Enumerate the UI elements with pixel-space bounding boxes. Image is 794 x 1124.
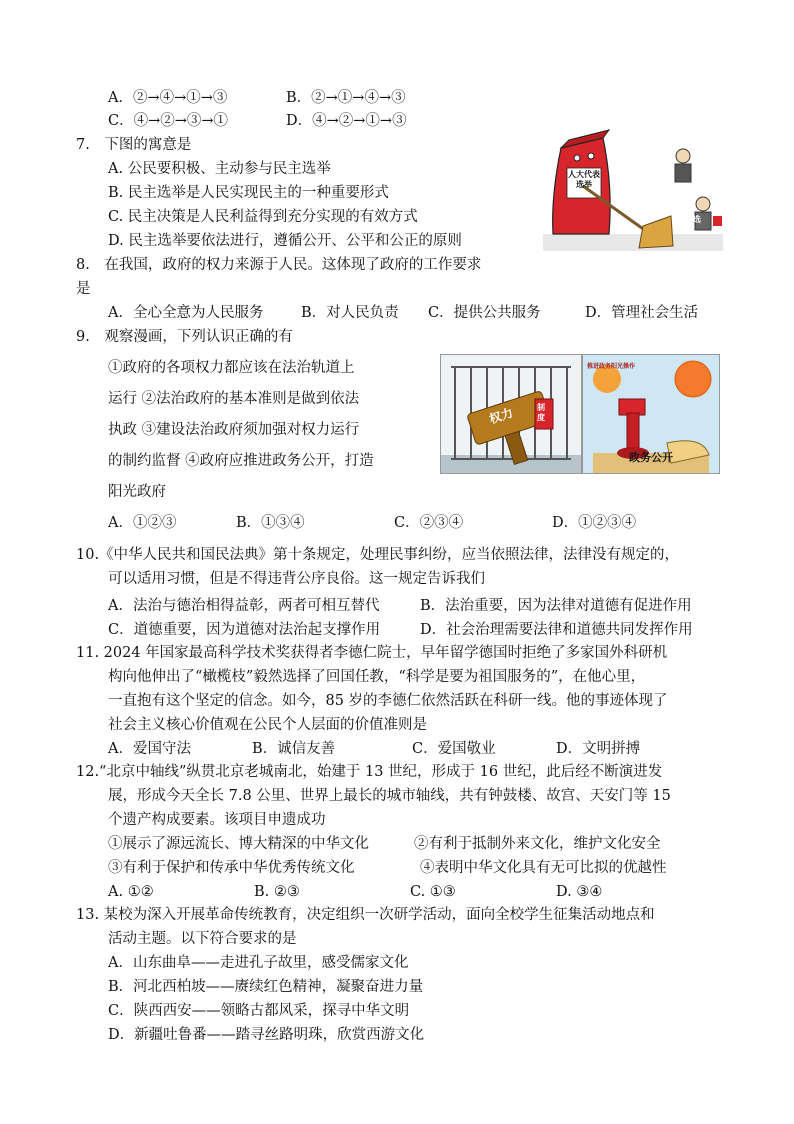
q13-option-d: D．新疆吐鲁番——踏寻丝路明珠，欣赏西游文化 [108,1027,425,1043]
q13-option-b: B．河北西柏坡——赓续红色精神，凝聚奋进力量 [108,979,424,995]
q9-statement-line: 的制约监督 ④政府应推进政务公开，打造 [108,453,374,469]
q13-stem: 13. 某校为深入开展革命传统教育，决定组织一次研学活动，面向全校学生征集活动地点和 [76,907,655,923]
q11-option-d: D．文明拼搏 [556,741,641,757]
q10-stem: 10.《中华人民共和国民法典》第十条规定，处理民事纠纷，应当依照法律，法律没有规定的， [76,547,680,563]
q6-option-d: D．④→②→①→③ [286,113,407,129]
q10-option-a: A．法治与德治相得益彰，两者可相互替代 [108,598,380,614]
q8-option-a: A．全心全意为人民服务 [108,305,264,321]
q11-stem-cont: 构向他伸出了“橄榄枝”毅然选择了回国任教，“科学是要为祖国服务的”，在他心里， [108,669,646,685]
q9-statement-line: ①政府的各项权力都应该在法治轨道上 [108,360,355,376]
q7-cartoon [543,126,723,251]
q11-stem-cont: 一直抱有这个坚定的信念。如今，85 岁的李德仁依然活跃在科研一线。他的事迹体现了 [108,693,668,709]
power-cage-cartoon [440,354,582,474]
q8-stem-cont: 是 [76,281,91,297]
q7-option-a: A. 公民要积极、主动参与民主选举 [108,161,331,177]
q13-option-a: A．山东曲阜——走进孔子故里，感受儒家文化 [108,955,409,971]
q9-stem: 9. 观察漫画，下列认识正确的有 [76,329,293,345]
hammer-label: 权力 [487,405,515,427]
q13-stem-cont: 活动主题。以下符合要求的是 [108,931,297,947]
q6-option-a: A．②→④→①→③ [108,90,228,106]
q7-option-d: D. 民主选举要依法进行，遵循公开、公平和公正的原则 [108,233,462,249]
q12-stem-cont: 个遗产构成要素。该项目申遗成功 [108,812,326,828]
q12-option-b: B. ②③ [254,884,300,900]
open-affairs-cartoon [582,354,720,474]
q12-stem: 12.“北京中轴线”纵贯北京老城南北，始建于 13 世纪，形成于 16 世纪，此后经不断演进发 [76,764,663,780]
q12-statement-2: ②有利于抵制外来文化，维护文化安全 [414,836,661,852]
q10-option-d: D．社会治理需要法律和道德共同发挥作用 [420,622,693,638]
q7-option-b: B. 民主选举是人民实现民主的一种重要形式 [108,185,389,201]
q9-statement-line: 阳光政府 [108,484,166,500]
q11-option-c: C．爱国敬业 [412,741,496,757]
q9-option-d: D．①②③④ [552,515,637,531]
q10-option-c: C．道德重要，因为道德对法治起支撑作用 [108,622,381,638]
q12-statement-1: ①展示了源远流长、博大精深的中华文化 [108,836,369,852]
q7-option-c: C. 民主决策是人民利益得到充分实现的有效方式 [108,209,418,225]
q11-stem-cont: 社会主义核心价值观在公民个人层面的价值准则是 [108,717,427,733]
q12-option-c: C. ①③ [410,884,456,900]
election-badge: 选 [693,215,701,224]
q8-option-d: D．管理社会生活 [585,305,699,321]
q10-stem-cont: 可以适用习惯，但是不得违背公序良俗。这一规定告诉我们 [108,571,485,587]
q8-option-b: B．对人民负责 [301,305,399,321]
q13-option-c: C．陕西西安——领略古都风采，探寻中华文明 [108,1003,410,1019]
q12-option-a: A. ①② [108,884,154,900]
q8-option-c: C．提供公共服务 [428,305,541,321]
q8-stem: 8. 在我国，政府的权力来源于人民。这体现了政府的工作要求 [76,257,482,273]
q9-option-a: A．①②③ [108,515,177,531]
q12-option-d: D. ③④ [556,884,603,900]
q7-stem: 7. 下图的寓意是 [76,137,192,153]
q6-option-b: B．②→①→④→③ [286,90,406,106]
q12-stem-cont: 展，形成今天全长 7.8 公里、世界上最长的城市轴线，共有钟鼓楼、故宫、天安门等 15 [108,788,671,804]
q12-statement-4: ④表明中华文化具有无可比拟的优越性 [420,860,667,876]
q9-option-b: B．①③④ [236,515,305,531]
q11-option-b: B．诚信友善 [252,741,336,757]
q9-statement-line: 执政 ③建设法治政府须加强对权力运行 [108,422,360,438]
q9-statement-line: 运行 ②法治政府的基本准则是做到依法 [108,391,360,407]
q12-statement-3: ③有利于保护和传承中华优秀传统文化 [108,860,355,876]
sun-slogan: 推进政务阳光操作 [587,363,636,370]
q6-option-c: C．④→②→③→① [108,113,229,129]
q11-option-a: A．爱国守法 [108,741,191,757]
ballot-box-label: 人大代表选举 [568,170,600,189]
q11-stem: 11. 2024 年国家最高科学技术奖获得者李德仁院士，早年留学德国时拒绝了多家国外科研机 [76,645,668,661]
q9-option-c: C．②③④ [394,515,464,531]
q10-option-b: B．法治重要，因为法律对道德有促进作用 [420,598,692,614]
system-tag: 制度 [537,403,545,422]
open-affairs-banner: 政务公开 [629,451,673,464]
